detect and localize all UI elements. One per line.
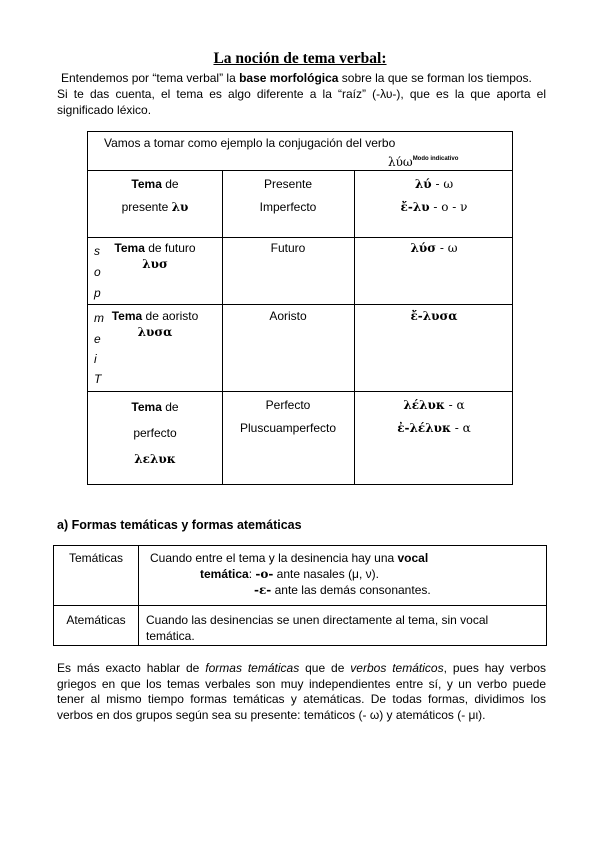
tiempo: Imperfecto <box>259 200 317 214</box>
tema-label: Tema <box>131 177 162 191</box>
side-letter: m <box>94 311 104 325</box>
form-stem: λύ <box>414 177 432 191</box>
desc-text: ante nasales (μ, ν). <box>273 567 379 581</box>
tema-text: de futuro <box>144 241 196 255</box>
outro-line: verbos en dos grupos según sea su presente: temáticos (- ω) y atemáticos (- μι). <box>57 707 486 722</box>
intro-text: Entendemos por “tema verbal” la <box>61 71 240 85</box>
tema-stem: λελυκ <box>134 452 176 466</box>
form-ending: - α <box>444 398 465 412</box>
verb-greek: λύω <box>388 155 413 169</box>
form-ending: - ω <box>431 177 454 191</box>
tema-stem: λυ <box>171 200 189 214</box>
form-stem: ἔ-λυσα <box>410 309 458 323</box>
outro-line: griegos en que los temas verbales son muy independientes entre sí, y un verbo puede <box>57 676 546 691</box>
tiempo-cell <box>222 240 354 256</box>
outro-text: , pues hay verbos <box>443 661 547 675</box>
tiempo: Perfecto <box>265 398 311 412</box>
tiempo-cell <box>222 394 354 440</box>
desc-text: Cuando las desinencias se unen directamente al tema, sin vocal <box>146 613 489 627</box>
intro-bold: base morfológica <box>239 71 339 85</box>
section-heading: a) Formas temáticas y formas atemáticas <box>57 518 302 532</box>
side-letter: s <box>94 244 100 258</box>
outro-line: tener al mismo tiempo formas temáticas y atemáticas. De todas formas, dividimos los <box>57 692 546 706</box>
desc-bold: temática <box>200 567 249 581</box>
desc-vowel: -ο- <box>255 567 274 581</box>
tema-text: perfecto <box>133 426 177 440</box>
tema-cell <box>88 394 222 472</box>
tiempo: Pluscuamperfecto <box>239 421 337 435</box>
tema-cell <box>88 240 222 272</box>
tiempo: Presente <box>263 177 313 191</box>
outro-italic: verbos temáticos <box>350 661 444 675</box>
conjugation-table <box>87 131 513 485</box>
desc-text: Cuando entre el tema y la desinencia hay una <box>150 551 398 565</box>
desc-bold: vocal <box>397 551 429 565</box>
form-cell <box>354 308 514 324</box>
outro-text: Es más exacto hablar de <box>57 661 206 675</box>
row-description <box>146 612 540 644</box>
intro-text: sobre la que se forman los tiempos. <box>338 71 532 85</box>
tema-text: de aoristo <box>142 309 199 323</box>
verb-mode-note: Modo indicativo <box>412 156 459 162</box>
desc-text: ante las demás consonantes. <box>271 583 431 597</box>
form-ending: - α <box>450 421 471 435</box>
form-cell <box>354 173 514 219</box>
form-cell <box>354 394 514 440</box>
outro-text: que de <box>299 661 351 675</box>
tema-label: Tema <box>111 309 143 323</box>
tiempo-cell <box>222 173 354 219</box>
form-stem: ἔ-λυ <box>400 200 430 214</box>
intro-line: Si te das cuenta, el tema es algo diferente a la “raíz” (-λυ-), que es la que aporta el <box>57 87 546 101</box>
tema-stem: λυσα <box>137 325 173 339</box>
desc-text: temática. <box>146 629 195 643</box>
form-stem: λύσ <box>410 241 437 255</box>
row-label: Temáticas <box>68 551 124 565</box>
side-letter: o <box>94 265 101 279</box>
form-stem: λέλυκ <box>403 398 445 412</box>
form-stem: ἐ-λέλυκ <box>397 421 451 435</box>
tiempo: Futuro <box>270 241 306 255</box>
outro-italic: formas temáticas <box>205 661 300 675</box>
tema-cell <box>88 173 222 219</box>
form-ending: - ω <box>436 241 458 255</box>
form-cell <box>354 240 514 256</box>
row-description <box>150 550 540 598</box>
tiempo-cell <box>222 308 354 324</box>
desc-vowel: -ε- <box>254 583 272 597</box>
tema-cell <box>88 308 222 340</box>
closing-paragraph <box>57 661 546 723</box>
desc-text: : <box>248 567 256 581</box>
row-label: Atemáticas <box>66 613 126 627</box>
form-ending: - ο - ν <box>429 200 468 214</box>
intro-line: significado léxico. <box>57 103 152 117</box>
tematic-table <box>53 545 547 646</box>
tema-label: Tema <box>114 241 145 255</box>
side-letter: e <box>94 332 101 346</box>
page-title: La noción de tema verbal: <box>213 50 387 67</box>
tema-text: presente <box>121 200 172 214</box>
side-letter: p <box>94 286 101 300</box>
intro-paragraph <box>57 70 546 118</box>
tema-label: Tema <box>131 400 162 414</box>
verb-example <box>388 151 458 171</box>
tema-stem: λυσ <box>142 257 168 271</box>
side-letter: T <box>94 372 102 386</box>
table-header: Vamos a tomar como ejemplo la conjugación del verbo <box>104 136 396 150</box>
tiempo: Aoristo <box>269 309 307 323</box>
tema-text: de <box>161 177 179 191</box>
tema-text: de <box>161 400 179 414</box>
side-letter: i <box>94 352 97 366</box>
